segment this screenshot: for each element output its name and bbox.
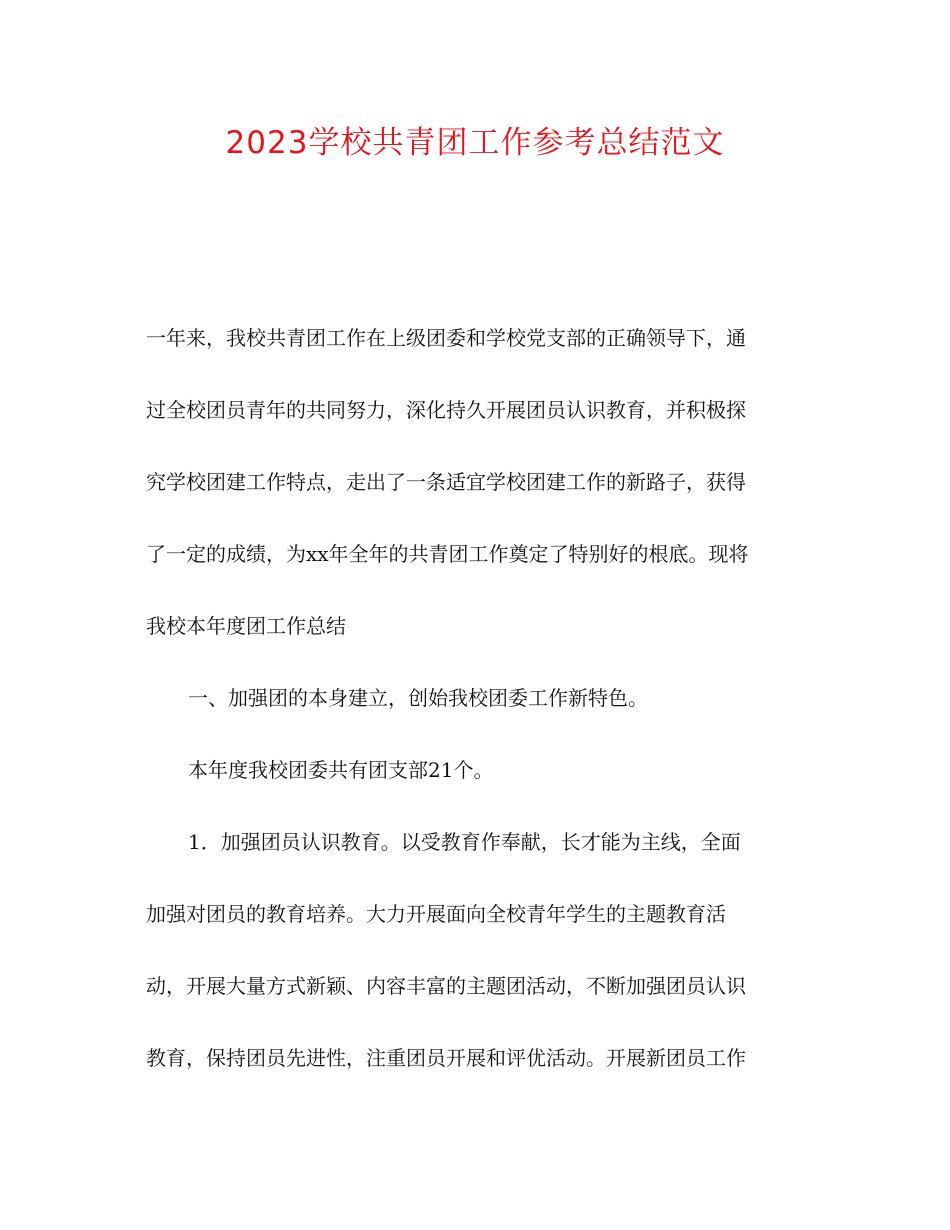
paragraph-line: 动，开展大量方式新颖、内容丰富的主题团活动，不断加强团员认识 <box>146 974 746 998</box>
paragraph-line: 我校本年度团工作总结 <box>146 614 346 638</box>
paragraph-line: 一年来，我校共青团工作在上级团委和学校党支部的正确领导下，通 <box>146 326 746 350</box>
paragraph-line: 过全校团员青年的共同努力，深化持久开展团员认识教育，并积极探 <box>146 398 746 422</box>
document-title: 2023学校共青团工作参考总结范文 <box>225 125 725 161</box>
paragraph-line: 加强对团员的教育培养。大力开展面向全校青年学生的主题教育活 <box>146 902 726 926</box>
section-heading: 一、加强团的本身建立，创始我校团委工作新特色。 <box>188 686 648 710</box>
paragraph-line: 本年度我校团委共有团支部21个。 <box>188 758 494 782</box>
paragraph-line: 了一定的成绩，为xx年全年的共青团工作奠定了特别好的根底。现将 <box>146 542 749 566</box>
list-item-heading: 1．加强团员认识教育。以受教育作奉献，长才能为主线，全面 <box>188 830 741 854</box>
paragraph-line: 教育，保持团员先进性，注重团员开展和评优活动。开展新团员工作 <box>146 1046 746 1070</box>
paragraph-line: 究学校团建工作特点，走出了一条适宜学校团建工作的新路子，获得 <box>146 470 746 494</box>
